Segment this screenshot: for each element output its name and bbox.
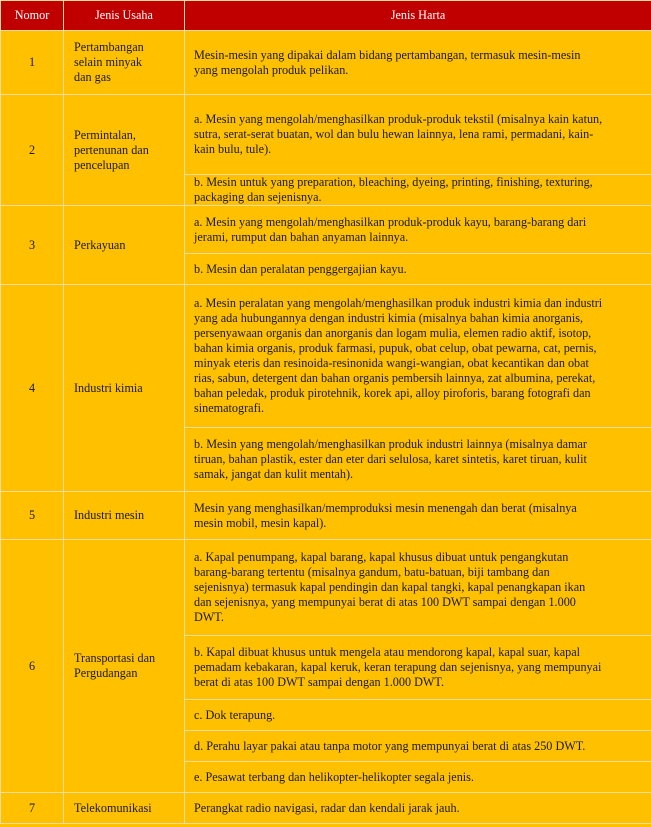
row-number: 7 [1, 793, 64, 824]
jenis-harta-cell [185, 206, 651, 254]
jenis-harta-text: a. Mesin peralatan yang mengolah/menghasilkan produk industri kimia dan industri [194, 296, 603, 310]
jenis-harta-text: Perangkat radio navigasi, radar dan kendali jarak jauh. [194, 800, 460, 815]
jenis-harta-cell [185, 731, 651, 762]
jenis-harta-text: Mesin-mesin yang dipakai dalam bidang pertambangan, termasuk mesin-mesin [194, 47, 581, 62]
header-row [1, 1, 651, 31]
jenis-harta-text: b. Mesin yang mengolah/menghasilkan produk industri lainnya (misalnya damar [194, 437, 587, 451]
jenis-harta-text: rias, sabun, detergent dan bahan organis pembersih lainnya, zat albumina, perekat, [194, 371, 596, 385]
jenis-harta-text: pemadam kebakaran, kapal keruk, keran terapung dan sejenisnya, yang mempunyai [194, 660, 602, 674]
header-jenis-usaha: Jenis Usaha [64, 1, 185, 31]
jenis-usaha-cell [64, 95, 185, 206]
jenis-harta-text: packaging dan sejenisnya. [194, 190, 322, 204]
table-row [1, 31, 651, 95]
jenis-harta-cell [185, 254, 651, 285]
jenis-usaha-cell [64, 206, 185, 285]
jenis-harta-text: berat di atas 100 DWT sampai dengan 1.000 DWT. [194, 675, 444, 689]
jenis-harta-cell [185, 700, 651, 731]
jenis-harta-text: barang-barang tertentu (misalnya gandum, batu-batuan, biji tambang dan [194, 565, 550, 579]
row-number: 3 [1, 206, 64, 285]
jenis-usaha-text: dan gas [74, 70, 111, 84]
row-number: 2 [1, 95, 64, 206]
jenis-usaha-cell [64, 492, 185, 540]
jenis-harta-text: Mesin yang menghasilkan/memproduksi mesin menengah dan berat (misalnya [194, 500, 577, 515]
jenis-harta-cell [185, 793, 651, 824]
jenis-harta-cell [185, 95, 651, 175]
jenis-harta-text: b. Mesin dan peralatan penggergajian kayu. [194, 261, 407, 276]
jenis-harta-text: a. Mesin yang mengolah/menghasilkan produk-produk kayu, barang-barang dari [194, 214, 587, 229]
jenis-harta-text: yang mengolah produk pelikan. [194, 62, 349, 77]
jenis-harta-text: tiruan, bahan plastik, ester dan eter dari selulosa, karet sintetis, karet tiruan, kulit [194, 452, 587, 466]
jenis-harta-text: bahan kimia organis, produk farmasi, pupuk, obat celup, obat pewarna, cat, pernis, [194, 341, 597, 355]
table-row [1, 793, 651, 824]
jenis-usaha-text: Perkayuan [74, 237, 126, 252]
jenis-harta-cell [185, 285, 651, 428]
jenis-usaha-cell [64, 31, 185, 95]
jenis-harta-text: b. Mesin untuk yang preparation, bleaching, dyeing, printing, finishing, texturing, [194, 175, 593, 189]
jenis-harta-cell [185, 636, 651, 700]
jenis-harta-text: e. Pesawat terbang dan helikopter-helikopter segala jenis. [194, 769, 474, 784]
jenis-harta-text: yang ada hubungannya dengan industri kimia (misalnya bahan kimia anorganis, [194, 311, 583, 325]
jenis-harta-text: bahan peledak, produk pirotehnik, korek api, alloy piroforis, barang fotografi dan [194, 386, 591, 400]
jenis-harta-cell [185, 428, 651, 492]
jenis-usaha-text: pencelupan [74, 157, 130, 172]
jenis-harta-text: sutra, serat-serat buatan, wol dan bulu hewan lainnya, lena rami, permadani, kain- [194, 127, 594, 141]
jenis-harta-text: persenyawaan organis dan anorganis dan logam mulia, elemen radio aktif, isotop, [194, 326, 592, 340]
jenis-harta-text: c. Dok terapung. [194, 707, 276, 722]
jenis-harta-text: jerami, rumput dan bahan anyaman lainnya. [194, 229, 409, 244]
jenis-harta-cell [185, 492, 651, 540]
row-number: 4 [1, 285, 64, 492]
jenis-harta-text: a. Mesin yang mengolah/menghasilkan produk-produk tekstil (misalnya kain katun, [194, 112, 603, 126]
jenis-usaha-text: Telekomunikasi [74, 800, 152, 815]
jenis-harta-cell [185, 762, 651, 793]
jenis-usaha-text: Industri kimia [74, 380, 143, 395]
jenis-harta-text: mesin mobil, mesin kapal). [194, 515, 327, 530]
jenis-harta-text: sejenisnya) termasuk kapal pendingin dan kapal tangki, kapal penangkapan ikan [194, 580, 586, 594]
jenis-harta-text: minyak eteris dan resinoida-resinonida wangi-wangian, obat kecantikan dan obat [194, 356, 589, 370]
jenis-usaha-text: pertenunan dan [74, 142, 149, 157]
row-number: 1 [1, 31, 64, 95]
table-row [1, 492, 651, 540]
row-number: 5 [1, 492, 64, 540]
jenis-usaha-text: selain minyak [74, 55, 143, 69]
jenis-usaha-cell [64, 793, 185, 824]
jenis-harta-cell [185, 175, 651, 206]
jenis-usaha-text: Permintalan, [74, 127, 136, 142]
table-row [1, 285, 651, 428]
jenis-usaha-text: Pergudangan [74, 666, 138, 680]
row-number: 6 [1, 540, 64, 793]
jenis-harta-cell [185, 540, 651, 636]
jenis-usaha-cell [64, 285, 185, 492]
jenis-harta-text: DWT. [194, 610, 224, 624]
jenis-harta-text: sinematografi. [194, 401, 265, 415]
jenis-harta-text: a. Kapal penumpang, kapal barang, kapal khusus dibuat untuk pengangkutan [194, 550, 569, 564]
header-jenis-harta: Jenis Harta [185, 1, 651, 31]
jenis-harta-text: kain bulu, tule). [194, 142, 272, 156]
table-row [1, 540, 651, 636]
table-row [1, 95, 651, 175]
jenis-usaha-text: Transportasi dan [74, 651, 156, 665]
jenis-harta-text: dan sejenisnya, yang mempunyai berat di atas 100 DWT sampai dengan 1.000 [194, 595, 576, 609]
header-nomor: Nomor [1, 1, 64, 31]
jenis-usaha-cell [64, 540, 185, 793]
jenis-harta-text: samak, jangat dan kulit mentah). [194, 467, 354, 481]
jenis-usaha-text: Pertambangan [74, 40, 144, 54]
jenis-harta-text: d. Perahu layar pakai atau tanpa motor yang mempunyai berat di atas 250 DWT. [194, 738, 586, 753]
table-row [1, 206, 651, 254]
jenis-usaha-text: Industri mesin [74, 508, 145, 522]
jenis-harta-text: b. Kapal dibuat khusus untuk mengela atau mendorong kapal, kapal suar, kapal [194, 645, 581, 659]
jenis-harta-cell [185, 31, 651, 95]
